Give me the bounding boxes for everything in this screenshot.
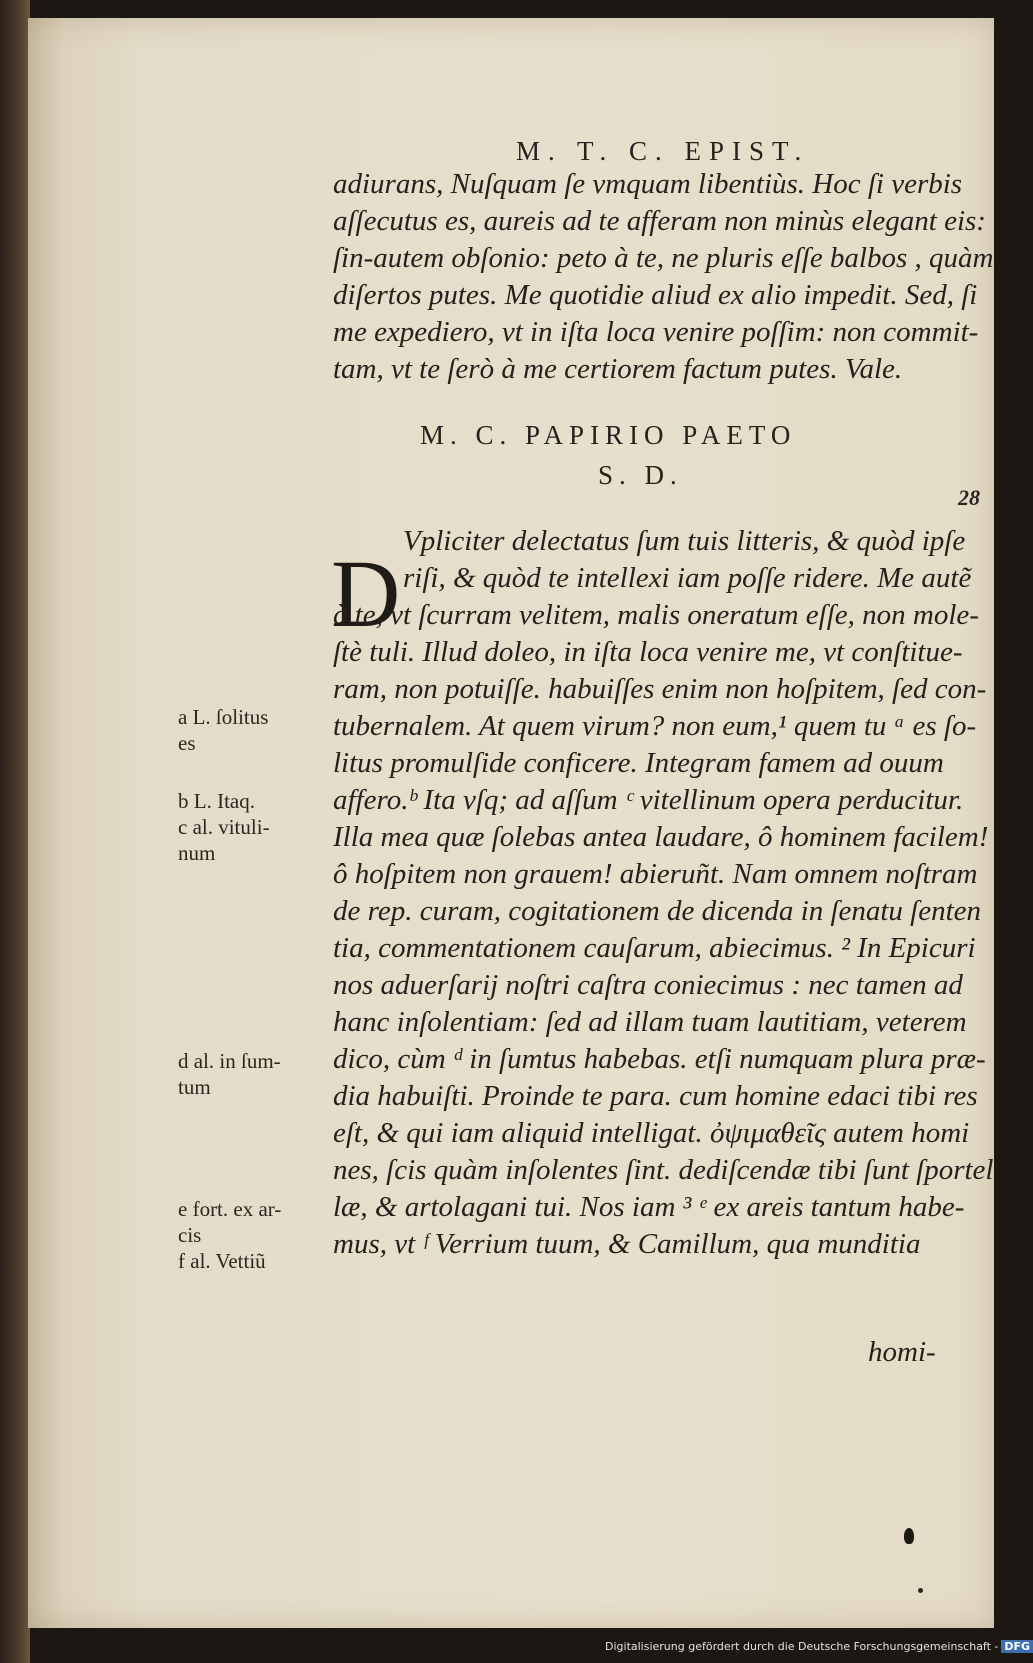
book-gutter-edge: [0, 0, 30, 1663]
text-line: me expediero, vt in iſta loca venire poſſim: non commit-: [333, 316, 979, 348]
text-line: dico, cùm ᵈ in ſumtus habebas. etſi numquam plura præ-: [333, 1043, 986, 1075]
text-line: ô hoſpitem non grauem! abieruñt. Nam omnem noſtram: [333, 858, 978, 890]
text-line: affero.ᵇ Ita vſq; ad aſſum ᶜ vitellinum opera perducitur.: [333, 784, 964, 816]
text-line: ram, non potuiſſe. habuiſſes enim non hoſpitem, ſed con-: [333, 673, 987, 705]
text-line: nes, ſcis quàm inſolentes ſint. dediſcendæ tibi ſunt ſportel: [333, 1154, 994, 1186]
text-line: Illa mea quæ ſolebas antea laudare, ô hominem facilem!: [333, 821, 989, 853]
marginal-note: d al. in ſum- tum: [178, 1049, 281, 1099]
letter-heading: M. C. PAPIRIO PAETO: [420, 420, 797, 450]
dfg-logo: DFG: [1001, 1640, 1033, 1653]
text-line: læ, & artolagani tui. Nos iam ³ ᵉ ex areis tantum habe-: [333, 1191, 965, 1223]
drop-cap: D: [331, 540, 401, 647]
running-head: M. T. C. EPIST.: [516, 136, 810, 166]
digitization-footer: [605, 1640, 1033, 1653]
ink-speck: [918, 1588, 923, 1593]
footer-text: Digitalisierung gefördert durch die Deutsche Forschungsgemeinschaft -: [605, 1640, 999, 1653]
marginal-note: e fort. ex ar- cis f al. Vettiũ: [178, 1197, 282, 1273]
text-line: diſertos putes. Me quotidie aliud ex alio impedit. Sed, ſi: [333, 279, 978, 311]
text-line: Vpliciter delectatus ſum tuis litteris, & quòd ipſe: [403, 525, 966, 557]
text-line: riſi, & quòd te intellexi iam poſſe ridere. Me autẽ: [403, 562, 972, 594]
page-number: 28: [958, 485, 980, 510]
text-line: adiurans, Nuſquam ſe vmquam libentiùs. Hoc ſi verbis: [333, 168, 963, 200]
text-line: ſin-autem obſonio: peto à te, ne pluris eſſe balbos , quàm: [333, 242, 994, 274]
text-line: hanc inſolentiam: ſed ad illam tuam lautitiam, veterem: [333, 1006, 967, 1038]
text-line: dia habuiſti. Proinde te para. cum homine edaci tibi res: [333, 1080, 978, 1112]
text-line: à te, vt ſcurram velitem, malis oneratum eſſe, non mole-: [333, 599, 979, 631]
text-line: aſſecutus es, aureis ad te afferam non minùs elegant eis:: [333, 205, 986, 237]
letter-heading-sd: S. D.: [598, 460, 683, 490]
text-line: de rep. curam, cogitationem de dicenda in ſenatu ſenten: [333, 895, 982, 927]
text-line: tam, vt te ſerò à me certiorem factum putes. Vale.: [333, 353, 903, 385]
text-line: nos aduerſarij noſtri caſtra coniecimus : nec tamen ad: [333, 969, 963, 1001]
text-line: ſtè tuli. Illud doleo, in iſta loca venire me, vt conſtitue-: [333, 636, 963, 668]
text-line: mus, vt ᶠ Verrium tuum, & Camillum, qua munditia: [333, 1228, 921, 1260]
book-page: [28, 18, 994, 1628]
catchword: homi-: [868, 1336, 936, 1368]
text-line: tia, commentationem cauſarum, abiecimus. ² In Epicuri: [333, 932, 976, 964]
text-line: litus promulſide conficere. Integram famem ad ouum: [333, 747, 944, 779]
ink-blot: [904, 1528, 914, 1544]
text-line: eſt, & qui iam aliquid intelligat. ὀψιμαθεῖς autem homi: [333, 1117, 970, 1149]
marginal-note: b L. Itaq. c al. vituli- num: [178, 789, 270, 865]
marginal-note: a L. ſolitus es: [178, 705, 269, 755]
text-line: tubernalem. At quem virum? non eum,¹ quem tu ᵃ es ſo-: [333, 710, 977, 742]
